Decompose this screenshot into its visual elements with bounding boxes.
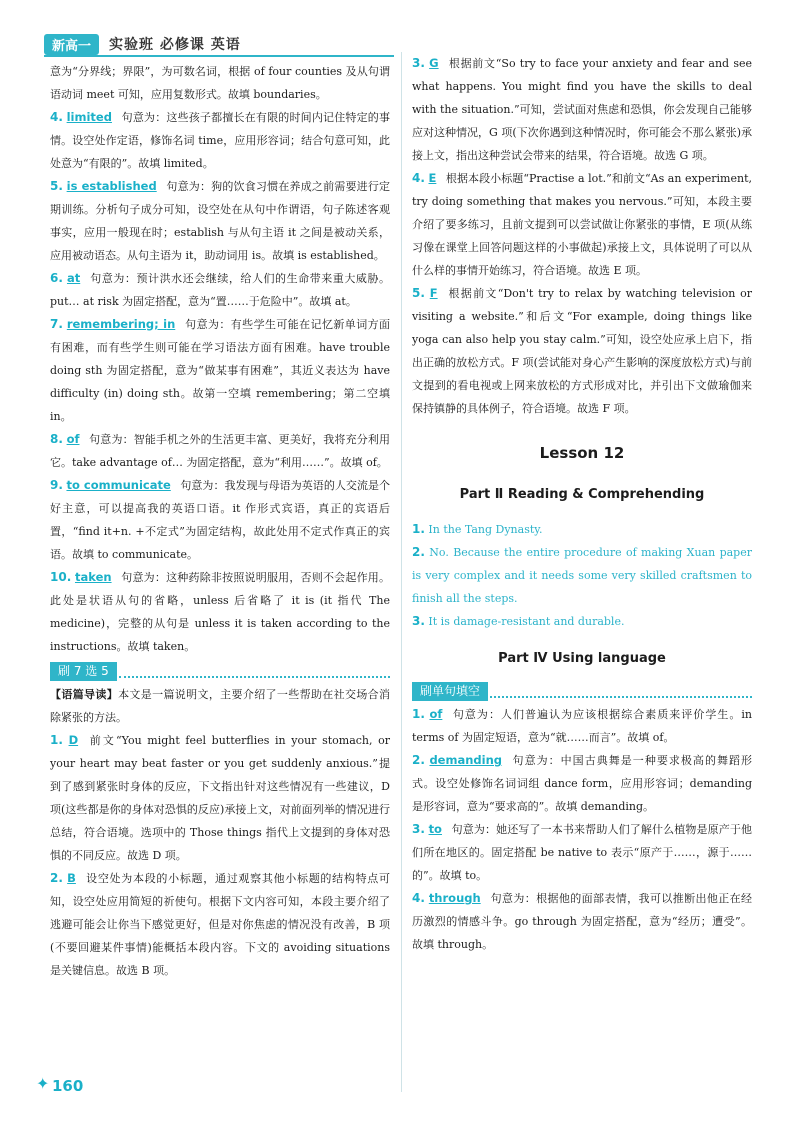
explanation: 句意为：这种药除非按照说明服用，否则不会起作用。此处是状语从句的省略，unless 后省略了 it is (it 指代 The medicine)，完整的从句是 unless it is taken according to the instructions。故填 taken。 — [50, 571, 390, 653]
explanation: 根据前文“So try to face your anxiety and fear and see what happens. You might find you have the skills to deal with the situation.”可知，尝试面对焦虑和恐惧，你会发现自己能够应对这种情况，G 项(下次你遇到这种情况时，你可能会不那么紧张)承接上文，指出这种尝试会带来的结果，符合语境。故选 G 项。 — [412, 57, 752, 162]
part-heading: Part Ⅱ Reading & Comprehending — [459, 487, 705, 502]
answer: to communicate — [66, 478, 171, 492]
explanation: 句意为：这些孩子都擅长在有限的时间内记住特定的事情。设空处作定语，修饰名词 time，应用形容词；结合句意可知，此处意为“有限的”。故填 limited。 — [50, 111, 390, 170]
right-column — [412, 52, 752, 956]
answer: F — [429, 286, 438, 300]
intro-text: 本文是一篇说明文，主要介绍了一些帮助在社交场合消除紧张的方法。 — [50, 688, 391, 724]
answer: of — [66, 432, 80, 446]
continuation-text: 意为“分界线；界限”，为可数名词，根据 of four counties 及从句谓语动词 meet 可知，应用复数形式。故填 boundaries。 — [50, 65, 390, 101]
grade-badge: 新高一 — [44, 34, 99, 55]
reading-answer: 2. No. Because the entire procedure of making Xuan paper is very complex and it needs some very skilled craftsmen to finish all the steps. — [412, 545, 752, 605]
answer: through — [428, 891, 481, 905]
answer-item: 1. D 前文“You might feel butterflies in your stomach, or your heart may beat faster or you get suddenly anxious.”提到了感到紧张时身体的反应，下文指出针对这些情况有一些建议，D 项(这些都是你的身体对恐惧的反应)承接上文，对前面列举的情况进行总结，符合语境。选项中的 Those things 指代上文提到的身体对恐惧的不同反应。故选 D 项。 — [50, 733, 391, 862]
answer: G — [429, 56, 439, 70]
answer: of — [429, 707, 443, 721]
answer-item: 2. B 设空处为本段的小标题，通过观察其他小标题的结构特点可知，设空处应用简短的祈使句。根据下文内容可知，本段主要介绍了逃避可能会让你当下感觉更好，但是对你焦虑的情况没有改善，B 项(不要回避某件事情)能概括本段内容。下文的 avoiding situations 是关键信息。故选 B 项。 — [50, 871, 391, 977]
explanation: 句意为：她还写了一本书来帮助人们了解什么植物是原产于他们所在地区的。固定搭配 be native to 表示“原产于……，源于……的”。故填 to。 — [412, 823, 753, 882]
section-header — [412, 682, 752, 701]
part-heading: Part Ⅳ Using language — [498, 651, 666, 666]
answer-item: 8. of 句意为：智能手机之外的生活更丰富、更美好，我将充分利用它。take advantage of… 为固定搭配，意为“利用……”。故填 of。 — [50, 432, 391, 469]
explanation: 句意为：人们普遍认为应该根据综合素质来评价学生。in terms of 为固定短语，意为“就……而言”。故填 of。 — [412, 708, 753, 744]
reading-answer: 3. It is damage-resistant and durable. — [412, 614, 625, 628]
answer-item: 5. F 根据前文“Don't try to relax by watching television or visiting a website.”和后文“For example, doing things like yoga can also help you stay calm.”可知，设空处应承上启下，指出正确的放松方式。F 项(尝试能对身心产生影响的深度放松方式)与前文提到的看电视或上网来放松的方式形成对比，并引出下文做瑜伽来保持镇静的具体例子，符合语境。故选 F 项。 — [412, 286, 753, 415]
answer: limited — [66, 110, 112, 124]
answer-item: 6. at 句意为：预计洪水还会继续，给人们的生命带来重大威胁。put… at risk 为固定搭配，意为“置……于危险中”。故填 at。 — [50, 271, 390, 308]
answer-item: 3. G 根据前文“So try to face your anxiety and fear and see what happens. You might find you have the skills to deal with the situation.”可知，尝试面对焦虑和恐惧，你会发现自己能够应对这种情况，G 项(下次你遇到这种情况时，你可能会不那么紧张)承接上文，指出这种尝试会带来的结果，符合语境。故选 G 项。 — [412, 56, 752, 162]
explanation: 设空处为本段的小标题，通过观察其他小标题的结构特点可知，设空处应用简短的祈使句。根据下文内容可知，本段主要介绍了逃避可能会让你当下感觉更好，但是对你焦虑的情况没有改善，B 项(不要回避某件事情)能概括本段内容。下文的 avoiding situations 是关键信息。故选 B 项。 — [50, 872, 391, 977]
explanation: 句意为：预计洪水还会继续，给人们的生命带来重大威胁。put… at risk 为固定搭配，意为“置……于危险中”。故填 at。 — [50, 272, 390, 308]
book-title: 实验班 必修课 英语 — [109, 37, 241, 53]
answer: demanding — [429, 753, 503, 767]
explanation: 句意为：根据他的面部表情，我可以推断出他正在经历激烈的情感斗争。go through 为固定搭配，意为“经历；遭受”。故填 through。 — [412, 892, 753, 951]
answer-item: 3. to 句意为：她还写了一本书来帮助人们了解什么植物是原产于他们所在地区的。固定搭配 be native to 表示“原产于……，源于……的”。故填 to。 — [412, 822, 753, 882]
explanation: 句意为：我发现与母语为英语的人交流是个好主意，可以提高我的英语口语。it 作形式宾语，真正的宾语后置，“find it+n. +不定式”为固定结构，故此处用不定式作真正的宾语。故填 to communicate。 — [50, 479, 391, 561]
section-label: 刷 7 选 5 — [50, 662, 117, 681]
reading-answer: 1. In the Tang Dynasty. — [412, 522, 543, 536]
answer: taken — [74, 570, 112, 584]
answer-item: 4. E 根据本段小标题“Practise a lot.”和前文“As an experiment, try doing something that makes you nervous.”可知，本段主要介绍了要多练习，且前文提到可以尝试做让你紧张的事情，E 项(从练习像在课堂上回答问题这样的小事做起)承接上文，具体说明了可以从什么样的事情开始练习，符合语境。故选 E 项。 — [412, 171, 752, 277]
answer-item: 10. taken 句意为：这种药除非按照说明服用，否则不会起作用。此处是状语从句的省略，unless 后省略了 it is (it 指代 The medicine)，完整的从句是 unless it is taken according to the instructions。故填 taken。 — [50, 570, 390, 653]
passage-intro — [50, 683, 390, 729]
answer-item: 5. is established 句意为：狗的饮食习惯在养成之前需要进行定期训练。分析句子成分可知，设空处在从句中作谓语，句子陈述客观事实，应用一般现在时；establish 与从句主语 it 之间是被动关系，应用被动语态。从句主语为 it，助动词用 is。故填 is established。 — [50, 179, 391, 262]
answer-item: 4. through 句意为：根据他的面部表情，我可以推断出他正在经历激烈的情感斗争。go through 为固定搭配，意为“经历；遭受”。故填 through。 — [412, 891, 753, 951]
intro-label: 【语篇导读】 — [50, 688, 119, 701]
answer: remembering; in — [66, 317, 176, 331]
page-number: 160 — [52, 1077, 84, 1095]
explanation: 句意为：中国古典舞是一种要求极高的舞蹈形式。设空处修饰名词词组 dance form，应用形容词；demanding 是形容词，意为“要求高的”。故填 demanding。 — [412, 754, 753, 813]
section-label: 刷单句填空 — [412, 682, 488, 701]
explanation: 根据本段小标题“Practise a lot.”和前文“As an experiment, try doing something that makes you nervous.”可知，本段主要介绍了要多练习，且前文提到可以尝试做让你紧张的事情，E 项(从练习像在课堂上回答问题这样的小事做起)承接上文，具体说明了可以从什么样的事情开始练习，符合语境。故选 E 项。 — [412, 172, 752, 277]
star-icon: ✦ — [36, 1074, 50, 1093]
answer: B — [67, 871, 76, 885]
answer-item: 1. of 句意为：人们普遍认为应该根据综合素质来评价学生。in terms of 为固定短语，意为“就……而言”。故填 of。 — [412, 707, 753, 744]
explanation: 句意为：有些学生可能在记忆新单词方面有困难，而有些学生则可能在学习语法方面有困难。have trouble doing sth 为固定搭配，意为“做某事有困难”，其近义表达为 have difficulty (in) doing sth。故第一空填 remembering；第二空填 in。 — [50, 318, 390, 423]
section-dotted-rule — [490, 686, 752, 698]
answer: at — [66, 271, 81, 285]
answer-item: 2. demanding 句意为：中国古典舞是一种要求极高的舞蹈形式。设空处修饰名词词组 dance form，应用形容词；demanding 是形容词，意为“要求高的”。故填 demanding。 — [412, 753, 753, 813]
column-divider — [401, 52, 402, 1092]
answer-item: 9. to communicate 句意为：我发现与母语为英语的人交流是个好主意，可以提高我的英语口语。it 作形式宾语，真正的宾语后置，“find it+n. +不定式”为固定结构，故此处用不定式作真正的宾语。故填 to communicate。 — [50, 478, 391, 561]
answer: to — [428, 822, 442, 836]
explanation: 根据前文“Don't try to relax by watching television or visiting a website.”和后文“For example, doing things like yoga can also help you stay calm.”可知，设空处应承上启下，指出正确的放松方式。F 项(尝试能对身心产生影响的深度放松方式)与前文提到的看电视或上网来放松的方式形成对比，并引出下文做瑜伽来保持镇静的具体例子，符合语境。故选 F 项。 — [412, 287, 753, 415]
left-column — [50, 60, 390, 982]
answer: E — [428, 171, 437, 185]
explanation: 句意为：狗的饮食习惯在养成之前需要进行定期训练。分析句子成分可知，设空处在从句中作谓语，句子陈述客观事实，应用一般现在时；establish 与从句主语 it 之间是被动关系，应用被动语态。从句主语为 it，助动词用 is。故填 is established。 — [50, 180, 391, 262]
answer: is established — [66, 179, 157, 193]
answer-item: 7. remembering; in 句意为：有些学生可能在记忆新单词方面有困难，而有些学生则可能在学习语法方面有困难。have trouble doing sth 为固定搭配，意为“做某事有困难”，其近义表达为 have difficulty (in) doing sth。故第一空填 remembering；第二空填 in。 — [50, 317, 390, 423]
answer: D — [68, 733, 79, 747]
explanation: 前文“You might feel butterflies in your stomach, or your heart may beat faster or you get suddenly anxious.”提到了感到紧张时身体的反应，下文指出针对这些情况有一些建议，D 项(这些都是你的身体对恐惧的反应)承接上文，对前面列举的情况进行总结，符合语境。选项中的 Those things 指代上文提到的身体对恐惧的不同反应。故选 D 项。 — [50, 734, 391, 862]
section-dotted-rule — [119, 666, 390, 678]
header-rule — [44, 55, 394, 57]
answer-item: 4. limited 句意为：这些孩子都擅长在有限的时间内记住特定的事情。设空处作定语，修饰名词 time，应用形容词；结合句意可知，此处意为“有限的”。故填 limited。 — [50, 110, 390, 170]
section-header — [50, 662, 390, 681]
running-header — [44, 34, 241, 54]
explanation: 句意为：智能手机之外的生活更丰富、更美好，我将充分利用它。take advantage of… 为固定搭配，意为“利用……”。故填 of。 — [50, 433, 391, 469]
lesson-title: Lesson 12 — [539, 444, 625, 462]
